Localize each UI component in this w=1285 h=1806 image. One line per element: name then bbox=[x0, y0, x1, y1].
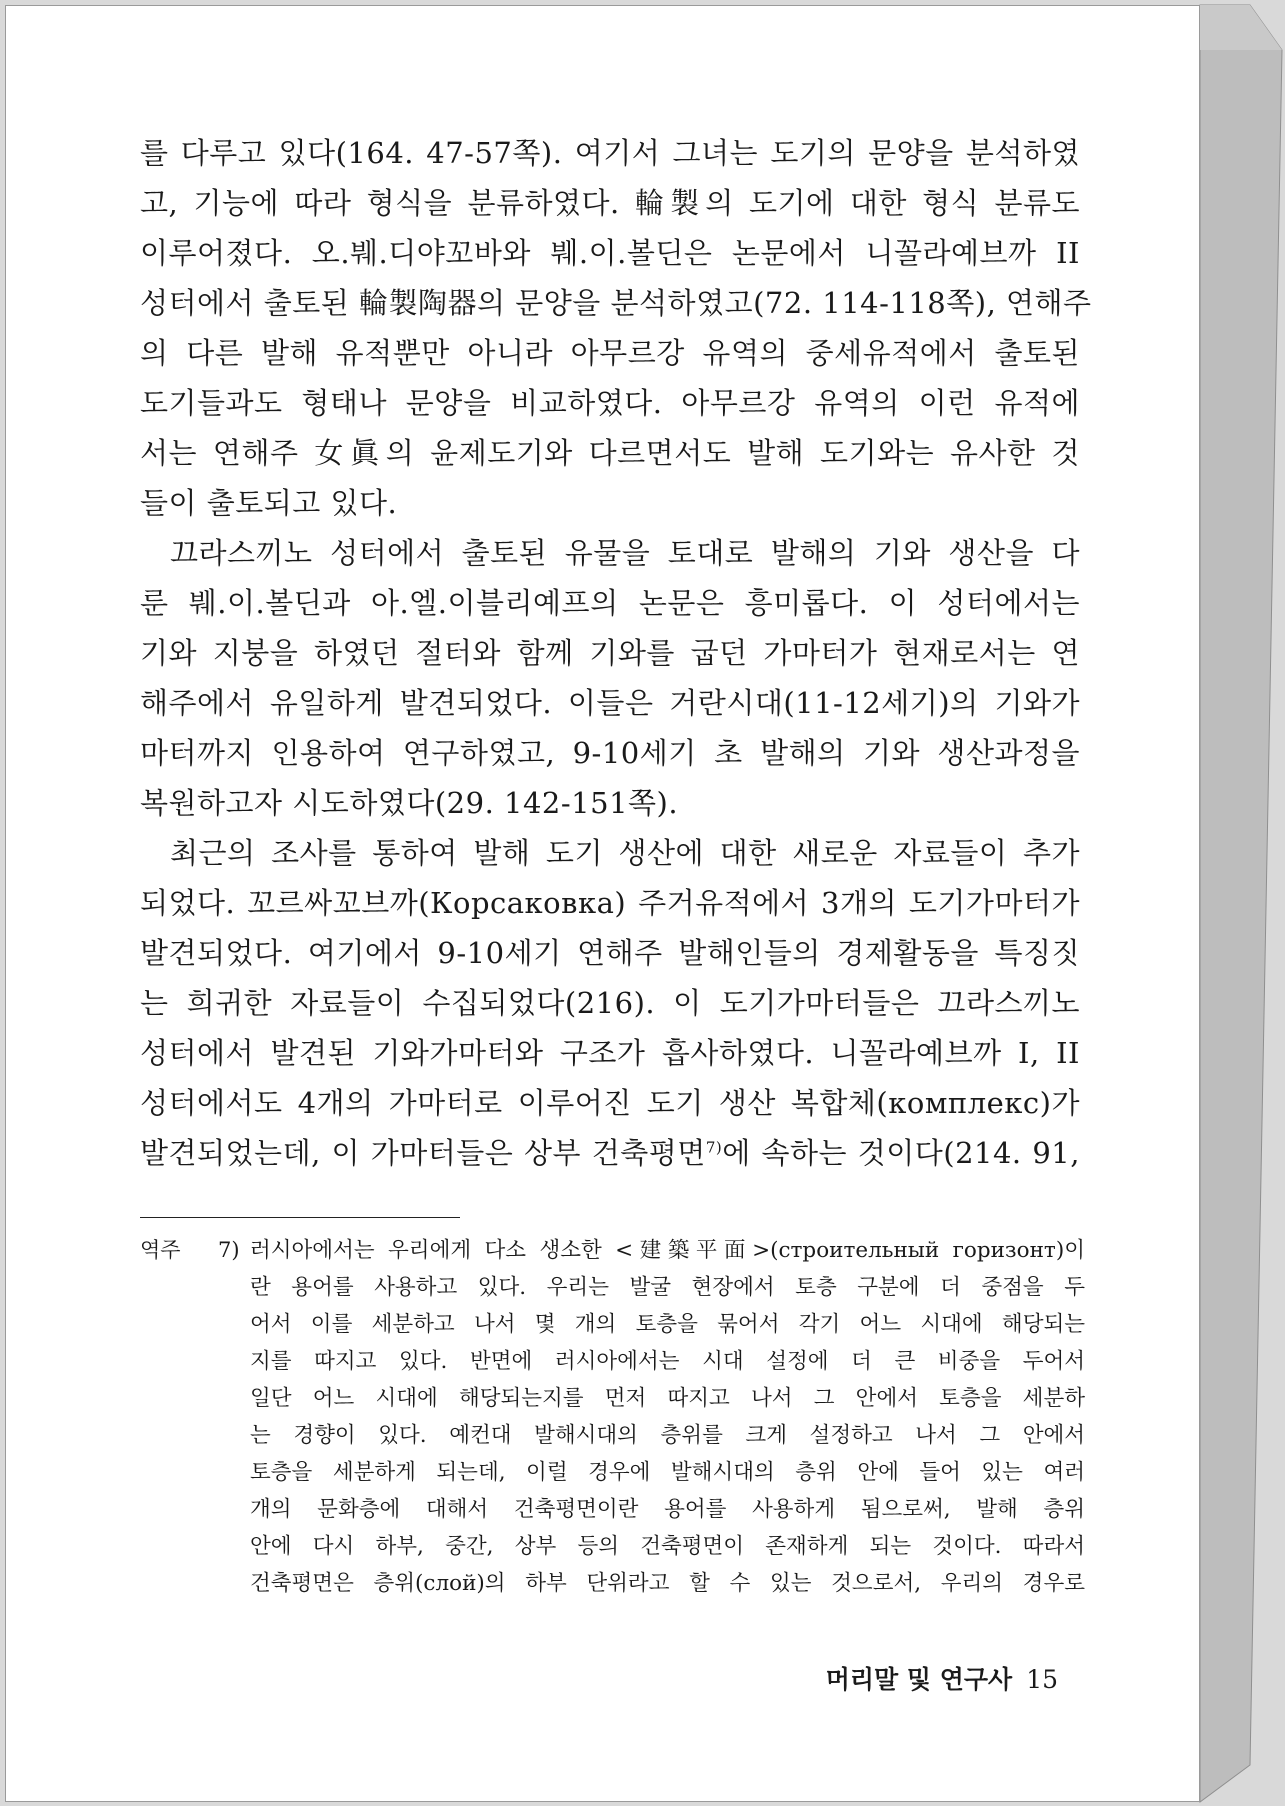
body-line-segment: 에 속하는 것이다(214. 91, bbox=[722, 1136, 1080, 1170]
body-text bbox=[140, 128, 1092, 1178]
body-line: 성터에서 출토된 輪製陶器의 문양을 분석하였고(72. 114-118쪽), 연해주 bbox=[140, 286, 1092, 320]
footnote-line: 안에 다시 하부, 중간, 상부 등의 건축평면이 존재하게 되는 것이다. 따라서 bbox=[250, 1534, 1085, 1559]
footnote-body bbox=[250, 1232, 1085, 1602]
body-line-with-footnote-ref bbox=[140, 1128, 1080, 1178]
body-line: 를 다루고 있다(164. 47-57쪽). 여기서 그녀는 도기의 문양을 분석하였 bbox=[140, 136, 1080, 170]
body-line: 마터까지 인용하여 연구하였고, 9-10세기 초 발해의 기와 생산과정을 bbox=[140, 736, 1080, 770]
footnote-separator bbox=[140, 1217, 460, 1218]
body-line: 의 다른 발해 유적뿐만 아니라 아무르강 유역의 중세유적에서 출토된 bbox=[140, 336, 1080, 370]
body-line: 끄라스끼노 성터에서 출토된 유물을 토대로 발해의 기와 생산을 다 bbox=[170, 536, 1080, 570]
footnote-line: 러시아에서는 우리에게 다소 생소한 <建築平面>(строительный горизонт)이 bbox=[250, 1238, 1085, 1263]
footnote-label: 역주 bbox=[140, 1238, 181, 1262]
body-line: 최근의 조사를 통하여 발해 도기 생산에 대한 새로운 자료들이 추가 bbox=[170, 836, 1080, 870]
body-line: 해주에서 유일하게 발견되었다. 이들은 거란시대(11-12세기)의 기와가 bbox=[140, 686, 1080, 720]
footnote-line: 일단 어느 시대에 해당되는지를 먼저 따지고 나서 그 안에서 토층을 세분하 bbox=[250, 1386, 1085, 1411]
body-line: 성터에서도 4개의 가마터로 이루어진 도기 생산 복합체(комплекс)가 bbox=[140, 1086, 1080, 1120]
footnote-line: 토층을 세분하게 되는데, 이럴 경우에 발해시대의 층위 안에 들어 있는 여러 bbox=[250, 1460, 1085, 1485]
body-line: 들이 출토되고 있다. bbox=[140, 486, 398, 520]
page-edge-right bbox=[1200, 5, 1282, 1802]
footnote-line: 건축평면은 층위(слой)의 하부 단위라고 할 수 있는 것으로서, 우리의 경우로 bbox=[250, 1571, 1085, 1596]
page-number: 15 bbox=[1026, 1665, 1058, 1694]
body-line: 고, 기능에 따라 형식을 분류하였다. 輪製의 도기에 대한 형식 분류도 bbox=[140, 186, 1080, 220]
body-line: 발견되었다. 여기에서 9-10세기 연해주 발해인들의 경제활동을 특징짓 bbox=[140, 936, 1080, 970]
body-line: 되었다. 꼬르싸꼬브까(Корсаковка) 주거유적에서 3개의 도기가마터가 bbox=[140, 886, 1080, 920]
footnote-line: 어서 이를 세분하고 나서 몇 개의 토층을 묶어서 각기 어느 시대에 해당되는 bbox=[250, 1312, 1085, 1337]
footnote-line: 지를 따지고 있다. 반면에 러시아에서는 시대 설정에 더 큰 비중을 두어서 bbox=[250, 1349, 1085, 1374]
body-line: 성터에서 발견된 기와가마터와 구조가 흡사하였다. 니꼴라예브까 I, II bbox=[140, 1036, 1080, 1070]
body-line: 이루어졌다. 오.붸.디야꼬바와 붸.이.볼딘은 논문에서 니꼴라예브까 II bbox=[140, 236, 1080, 270]
footnote-line: 는 경향이 있다. 예컨대 발해시대의 층위를 크게 설정하고 나서 그 안에서 bbox=[250, 1423, 1085, 1448]
footnote-line: 개의 문화층에 대해서 건축평면이란 용어를 사용하게 됨으로써, 발해 층위 bbox=[250, 1497, 1085, 1522]
page-edge-top-shadow bbox=[1200, 5, 1282, 50]
body-line: 복원하고자 시도하였다(29. 142-151쪽). bbox=[140, 786, 679, 820]
body-line: 는 희귀한 자료들이 수집되었다(216). 이 도기가마터들은 끄라스끼노 bbox=[140, 986, 1080, 1020]
body-line: 서는 연해주 女眞의 윤제도기와 다르면서도 발해 도기와는 유사한 것 bbox=[140, 436, 1080, 470]
running-footer-title: 머리말 및 연구사 bbox=[825, 1665, 1013, 1694]
footnote-number: 7) bbox=[218, 1238, 240, 1262]
body-line: 기와 지붕을 하였던 절터와 함께 기와를 굽던 가마터가 현재로서는 연 bbox=[140, 636, 1080, 670]
body-line-segment: 발견되었는데, 이 가마터들은 상부 건축평면 bbox=[140, 1136, 706, 1170]
footnote-reference: 7) bbox=[705, 1138, 723, 1157]
running-footer bbox=[808, 1660, 1058, 1700]
body-line: 도기들과도 형태나 문양을 비교하였다. 아무르강 유역의 이런 유적에 bbox=[140, 386, 1080, 420]
body-line: 룬 붸.이.볼딘과 아.엘.이블리예프의 논문은 흥미롭다. 이 성터에서는 bbox=[140, 586, 1080, 620]
footnote-line: 란 용어를 사용하고 있다. 우리는 발굴 현장에서 토층 구분에 더 중점을 두 bbox=[250, 1275, 1085, 1300]
